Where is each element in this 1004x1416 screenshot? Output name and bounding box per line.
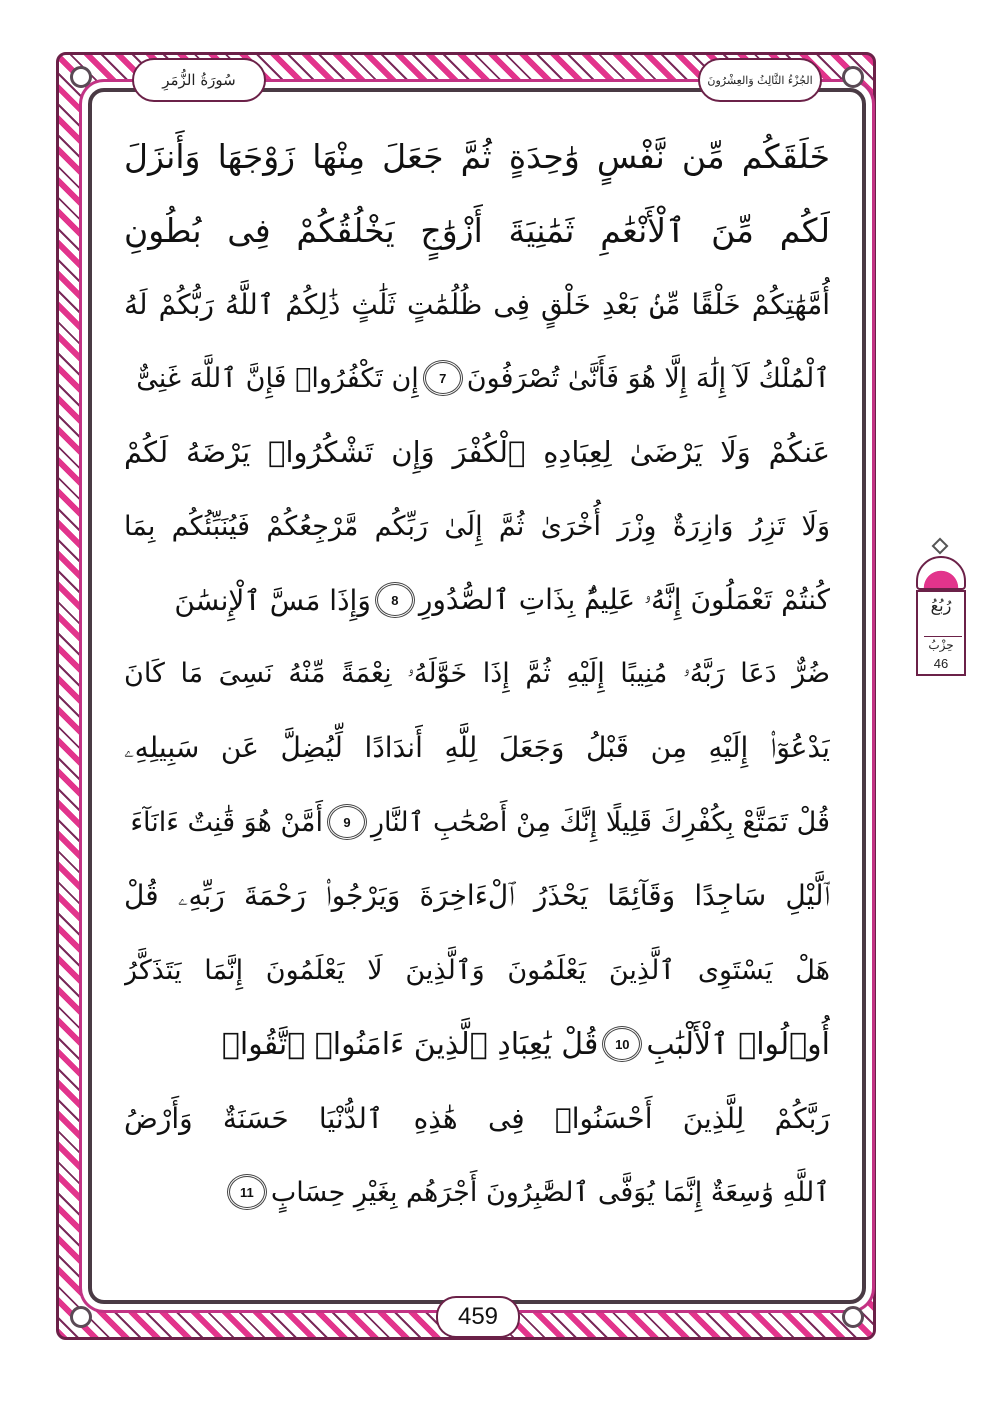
juz-name-label	[698, 58, 822, 102]
line-text: خَلَقَكُم مِّن نَّفْسٍ وَٰحِدَةٍ ثُمَّ جَعَلَ مِنْهَا زَوْجَهَا وَأَنزَلَ	[124, 136, 830, 176]
corner-ornament	[70, 1306, 92, 1328]
line-text: قُلْ تَمَتَّعْ بِكُفْرِكَ قَلِيلًا إِنَّكَ مِنْ أَصْحَٰبِ ٱلنَّارِ	[370, 806, 830, 838]
page-number-text: 459	[457, 1303, 499, 1330]
text-line	[124, 266, 830, 342]
hizb-number: 46	[933, 656, 949, 671]
surah-name-label	[132, 58, 266, 102]
surah-name-text: سُورَةُ الزُّمَرِ	[162, 71, 236, 89]
line-text: كُنتُمْ تَعْمَلُونَ إِنَّهُۥ عَلِيمٌۢ بِذَاتِ ٱلصُّدُورِ	[418, 583, 830, 616]
line-text: رَبَّكُمْ لِلَّذِينَ أَحْسَنُوا۟ فِى هَٰذِهِ ٱلدُّنْيَا حَسَنَةٌ وَأَرْضُ	[124, 1101, 830, 1135]
line-text: أُو۟لُوا۟ ٱلْأَلْبَٰبِ	[646, 1026, 830, 1062]
line-text: إِن تَكْفُرُوا۟ فَإِنَّ ٱللَّهَ غَنِىٌّ	[136, 362, 419, 394]
text-line	[124, 562, 830, 638]
line-text: أُمَّهَٰتِكُمْ خَلْقًا مِّنۢ بَعْدِ خَلْقٍ فِى ظُلُمَٰتٍ ثَلَٰثٍ ذَٰلِكُمُ ٱللَّهُ رَبُّكُمْ لَهُ	[124, 287, 830, 321]
line-text: لَكُم مِّنَ ٱلْأَنْعَٰمِ ثَمَٰنِيَةَ أَزْوَٰجٍ يَخْلُقُكُمْ فِى بُطُونِ	[124, 210, 830, 250]
text-line	[124, 932, 830, 1008]
page-number	[436, 1296, 520, 1338]
ayah-number-marker: 8	[375, 582, 415, 618]
line-text: يَدْعُوٓا۟ إِلَيْهِ مِن قَبْلُ وَجَعَلَ لِلَّهِ أَندَادًا لِّيُضِلَّ عَن سَبِيلِهِۦ	[124, 731, 830, 764]
corner-ornament	[70, 66, 92, 88]
hizb-box	[916, 590, 966, 676]
text-line	[124, 118, 830, 194]
text-line	[124, 710, 830, 786]
line-text: ضُرٌّ دَعَا رَبَّهُۥ مُنِيبًا إِلَيْهِ ثُمَّ إِذَا خَوَّلَهُۥ نِعْمَةً مِّنْهُ نَسِىَ مَا كَانَ	[124, 658, 830, 689]
line-text: هَلْ يَسْتَوِى ٱلَّذِينَ يَعْلَمُونَ وَٱلَّذِينَ لَا يَعْلَمُونَ إِنَّمَا يَتَذَكَّرُ	[124, 954, 830, 986]
text-line	[124, 1006, 830, 1082]
text-line	[124, 488, 830, 564]
line-text: وَلَا تَزِرُ وَازِرَةٌ وِزْرَ أُخْرَىٰ ثُمَّ إِلَىٰ رَبِّكُم مَّرْجِعُكُمْ فَيُنَبِّئُكُم بِمَا	[124, 510, 830, 542]
text-line	[124, 1154, 830, 1230]
corner-ornament	[842, 66, 864, 88]
hizb-marker	[914, 540, 968, 685]
line-text: ٱلْمُلْكُ لَآ إِلَٰهَ إِلَّا هُوَ فَأَنَّىٰ تُصْرَفُونَ	[466, 362, 830, 394]
text-line	[124, 858, 830, 934]
line-text: عَنكُمْ وَلَا يَرْضَىٰ لِعِبَادِهِ ٱلْكُفْرَ وَإِن تَشْكُرُوا۟ يَرْضَهُ لَكُمْ	[124, 435, 830, 469]
line-text: ٱلَّيْلِ سَاجِدًا وَقَآئِمًا يَحْذَرُ ٱلْءَاخِرَةَ وَيَرْجُوا۟ رَحْمَةَ رَبِّهِۦ قُلْ	[124, 879, 830, 912]
line-text: قُلْ يَٰعِبَادِ ٱلَّذِينَ ءَامَنُوا۟ ٱتَّقُوا۟	[221, 1026, 599, 1062]
rub-label: رُبُعُ	[930, 596, 952, 615]
ayah-number-marker: 11	[227, 1174, 267, 1210]
text-line	[124, 192, 830, 268]
hizb-label: حِزْبُ	[928, 638, 954, 652]
ayah-number-marker: 9	[327, 804, 367, 840]
text-line	[124, 1080, 830, 1156]
text-line	[124, 784, 830, 860]
diamond-icon	[932, 538, 949, 555]
juz-name-text: الجُزْءُ الثَّالِثُ وَالعِشْرُونَ	[707, 73, 813, 87]
ayah-number-marker: 7	[423, 360, 463, 396]
text-line	[124, 414, 830, 490]
divider	[924, 636, 962, 637]
text-line	[124, 636, 830, 712]
dome-ornament-icon	[916, 556, 966, 590]
quran-text-panel	[100, 100, 854, 1292]
corner-ornament	[842, 1306, 864, 1328]
ayah-number-marker: 10	[602, 1026, 642, 1062]
text-line	[124, 340, 830, 416]
line-text: ٱللَّهِ وَٰسِعَةٌ إِنَّمَا يُوَفَّى ٱلصَّٰبِرُونَ أَجْرَهُم بِغَيْرِ حِسَابٍ	[270, 1176, 830, 1208]
line-text: وَإِذَا مَسَّ ٱلْإِنسَٰنَ	[174, 583, 371, 617]
line-text: أَمَّنْ هُوَ قَٰنِتٌ ءَانَآءَ	[130, 806, 323, 838]
